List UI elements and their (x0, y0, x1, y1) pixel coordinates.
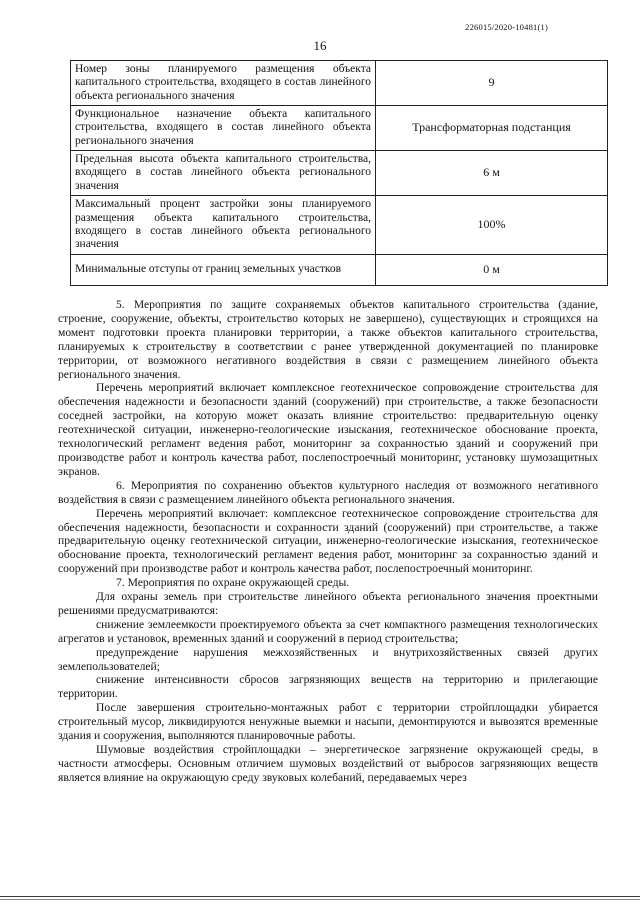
row-label: Функциональное назначение объекта капитального строительства, входящего в состав линейного объекта регионального значения (71, 106, 376, 151)
scan-edge-line (0, 896, 640, 897)
table-row (71, 106, 608, 151)
scan-edge-line (0, 899, 640, 900)
row-value: Трансформаторная подстанция (376, 106, 608, 151)
row-value: 6 м (376, 151, 608, 196)
list-item: предупреждение нарушения межхозяйственных и внутрихозяйственных связей других землепользователей; (58, 645, 598, 673)
row-label: Предельная высота объекта капитального строительства, входящего в состав линейного объекта регионального значения (71, 151, 376, 196)
row-label: Номер зоны планируемого размещения объекта капитального строительства, входящего в состав линейного объекта регионального значения (71, 61, 376, 106)
paragraph: Перечень мероприятий включает: комплексное геотехническое сопровождение строительства для обеспечения надежности, безопасности и сохранности зданий (сооружений) при строительстве, а также предварительную оценку геотехнической ситуации, инженерно-геологические изыскания, геотехническое обоснование проекта, технологический регламент ведения работ, мониторинг за сохранностью зданий и сооружений при производстве работ и контроль качества работ, послепостроечный мониторинг. (58, 506, 598, 576)
row-label: Максимальный процент застройки зоны планируемого размещения объекта капитального строительства, входящего в состав линейного объекта регионального значения (71, 196, 376, 255)
page-number: 16 (313, 38, 327, 53)
list-item: снижение землеемкости проектируемого объекта за счет компактного размещения технологических агрегатов и установок, временных зданий и сооружений в период строительства; (58, 617, 598, 645)
row-value: 0 м (376, 255, 608, 286)
paragraph-section-6: 6. Мероприятия по сохранению объектов культурного наследия от возможного негативного воздействия в связи с размещением линейного объекта регионального значения. (58, 478, 598, 506)
row-value: 100% (376, 196, 608, 255)
table-row (71, 61, 608, 106)
parameters-table (70, 60, 608, 286)
paragraph-section-5: 5. Мероприятия по защите сохраняемых объектов капитального строительства (здание, строение, сооружение, объекты, строительство которых не завершено), существующих и строящихся на момент подготовки проекта планировки территории, а также объектов капитального строительства, планируемых к строительству в соответствии с ранее утвержденной документацией по планировке территории, от возможного негативного воздействия в связи с размещением линейного объекта регионального значения. (58, 298, 598, 381)
row-value: 9 (376, 61, 608, 106)
paragraph-section-7: 7. Мероприятия по охране окружающей среды. (116, 576, 350, 590)
document-id: 226015/2020-10481(1) (465, 22, 548, 32)
paragraph: Перечень мероприятий включает комплексное геотехническое сопровождение строительства для обеспечения надежности и безопасности зданий (сооружений) при строительстве, а также безопасности соседней застройки, на которую может оказать влияние строительство: предварительную оценку геотехнической ситуации, инженерно-геологические изыскания, геотехническое обоснование проекта, технологический регламент ведения работ, мониторинг за сохранностью зданий и сооружений при производстве работ и контроль качества работ, послепостроечный мониторинг, установку шумозащитных экранов. (58, 381, 598, 478)
list-item: снижение интенсивности сбросов загрязняющих веществ на территорию и прилегающие территории. (58, 673, 598, 701)
table-row (71, 196, 608, 255)
paragraph: Для охраны земель при строительстве линейного объекта регионального значения проектными решениями предусматриваются: (58, 590, 598, 617)
paragraph: После завершения строительно-монтажных работ с территории стройплощадки убирается строительный мусор, ликвидируются ненужные выемки и насыпи, демонтируются и вывозятся временные здания и сооружения, выполняются планировочные работы. (58, 701, 598, 743)
paragraph: Шумовые воздействия стройплощадки – энергетическое загрязнение окружающей среды, в частности атмосферы. Основным отличием шумовых воздействий от выбросов загрязняющих веществ является влияние на окружающую среду звуковых колебаний, передаваемых через (58, 743, 598, 784)
document-body (58, 298, 598, 785)
table-row (71, 255, 608, 286)
row-label: Минимальные отступы от границ земельных участков (71, 255, 376, 286)
table-row (71, 151, 608, 196)
